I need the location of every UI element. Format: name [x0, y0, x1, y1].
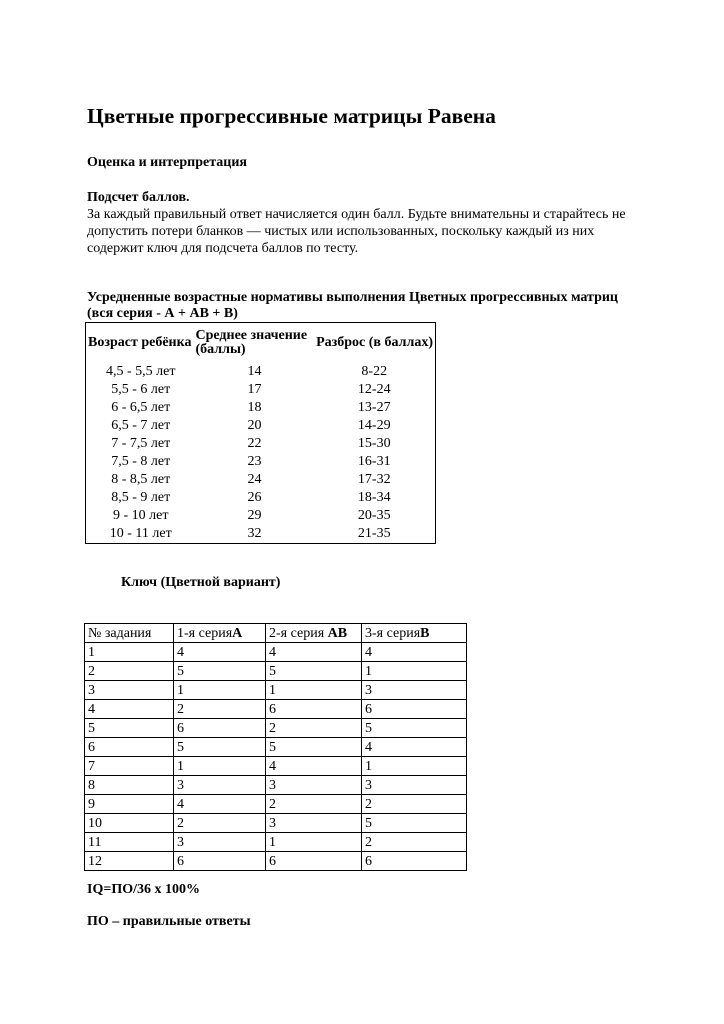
norms-row	[86, 507, 436, 525]
key-cell-answer: 2	[266, 719, 362, 738]
formula-legend: ПО – правильные ответы	[87, 914, 251, 929]
key-cell-item-number: 1	[85, 643, 174, 662]
key-cell-answer: 2	[266, 795, 362, 814]
key-header-series: АВ	[327, 625, 348, 641]
key-cell-item-number: 8	[85, 776, 174, 795]
norms-cell-mean: 14	[247, 364, 262, 379]
key-cell-answer: 3	[362, 776, 467, 795]
norms-row	[86, 381, 436, 399]
key-cell-item-number: 10	[85, 814, 174, 833]
key-cell-answer: 1	[362, 662, 467, 681]
key-row	[85, 643, 467, 662]
key-cell-answer: 3	[174, 833, 266, 852]
key-row	[85, 681, 467, 700]
norms-cell-range: 18-34	[357, 490, 391, 505]
key-cell-answer: 3	[174, 776, 266, 795]
norms-cell-range: 8-22	[361, 364, 388, 379]
answer-key-heading: Ключ (Цветной вариант)	[121, 575, 281, 590]
key-cell-answer: 5	[362, 719, 467, 738]
norms-cell-range: 12-24	[357, 382, 391, 397]
key-row	[85, 719, 467, 738]
norms-cell-range: 13-27	[357, 400, 391, 415]
key-cell-answer: 3	[362, 681, 467, 700]
norms-cell-mean: 24	[247, 472, 262, 487]
norms-cell-age: 6 - 6,5 лет	[111, 400, 171, 415]
norms-cell-age: 8,5 - 9 лет	[111, 490, 171, 505]
norms-cell-age: 7 - 7,5 лет	[111, 436, 171, 451]
key-header-cell	[266, 624, 362, 643]
key-cell-item-number: 2	[85, 662, 174, 681]
norms-body	[86, 363, 436, 544]
norms-header-row	[86, 323, 436, 364]
iq-formula: IQ=ПО/36 х 100%	[87, 882, 200, 897]
key-header-label: 3-я серия	[365, 625, 421, 641]
key-header-label: № задания	[88, 625, 152, 641]
key-cell-answer: 2	[174, 700, 266, 719]
key-cell-answer: 6	[266, 852, 362, 871]
norms-cell-mean: 20	[247, 418, 262, 433]
key-cell-answer: 6	[174, 719, 266, 738]
key-row	[85, 795, 467, 814]
key-cell-answer: 1	[266, 681, 362, 700]
norms-cell-range: 15-30	[357, 436, 391, 451]
key-header-series: А	[232, 625, 243, 641]
norms-cell-mean: 23	[247, 454, 262, 469]
key-cell-item-number: 5	[85, 719, 174, 738]
key-row	[85, 852, 467, 871]
key-cell-answer: 4	[362, 738, 467, 757]
norms-cell-age: 9 - 10 лет	[113, 508, 169, 523]
norms-row	[86, 399, 436, 417]
key-cell-answer: 2	[174, 814, 266, 833]
key-cell-answer: 2	[362, 795, 467, 814]
norms-cell-range: 14-29	[357, 418, 391, 433]
norms-cell-age: 4,5 - 5,5 лет	[106, 364, 176, 379]
norms-cell-mean: 32	[247, 526, 262, 541]
norms-cell-range: 16-31	[357, 454, 391, 469]
key-cell-answer: 6	[266, 700, 362, 719]
age-norms-table	[85, 322, 436, 544]
norms-cell-mean: 22	[247, 436, 262, 451]
norms-row	[86, 417, 436, 435]
key-cell-answer: 1	[174, 757, 266, 776]
key-row	[85, 662, 467, 681]
scoring-paragraph: За каждый правильный ответ начисляется один балл. Будьте внимательны и старайтесь не допустить потери бланков — чистых или использованных, поскольку каждый из них содержит ключ для подсчета баллов по тесту.	[87, 207, 626, 256]
norms-cell-mean: 17	[247, 382, 262, 397]
norms-row	[86, 525, 436, 544]
norms-row	[86, 471, 436, 489]
answer-key-table	[84, 623, 467, 871]
key-cell-item-number: 11	[85, 833, 174, 852]
page-title: Цветные прогрессивные матрицы Равена	[87, 104, 496, 128]
key-cell-answer: 5	[266, 662, 362, 681]
norms-row	[86, 435, 436, 453]
key-cell-item-number: 4	[85, 700, 174, 719]
key-row	[85, 700, 467, 719]
key-cell-answer: 5	[362, 814, 467, 833]
key-header-cell	[85, 624, 174, 643]
scoring-heading: Подсчет баллов.	[87, 190, 190, 205]
key-cell-item-number: 9	[85, 795, 174, 814]
key-cell-answer: 1	[174, 681, 266, 700]
norms-header-age: Возраст ребёнка	[88, 335, 192, 350]
norms-cell-mean: 29	[247, 508, 262, 523]
key-cell-answer: 6	[362, 700, 467, 719]
key-cell-item-number: 6	[85, 738, 174, 757]
norms-cell-age: 7,5 - 8 лет	[111, 454, 171, 469]
key-cell-answer: 4	[174, 795, 266, 814]
section-heading-evaluation: Оценка и интерпретация	[87, 155, 247, 170]
norms-cell-age: 5,5 - 6 лет	[111, 382, 171, 397]
key-cell-answer: 3	[266, 776, 362, 795]
key-header-cell	[174, 624, 266, 643]
key-header-cell	[362, 624, 467, 643]
key-row	[85, 833, 467, 852]
norms-cell-mean: 26	[247, 490, 262, 505]
key-header-series: В	[420, 625, 430, 641]
key-cell-answer: 4	[362, 643, 467, 662]
norms-row	[86, 489, 436, 507]
key-header-label: 1-я серия	[177, 625, 233, 641]
key-cell-answer: 6	[362, 852, 467, 871]
key-cell-answer: 1	[266, 833, 362, 852]
norms-cell-age: 6,5 - 7 лет	[111, 418, 171, 433]
norms-header-mean: Среднее значение (баллы)	[195, 328, 308, 357]
key-cell-item-number: 12	[85, 852, 174, 871]
key-cell-answer: 5	[266, 738, 362, 757]
key-cell-item-number: 3	[85, 681, 174, 700]
key-cell-answer: 4	[174, 643, 266, 662]
key-row	[85, 776, 467, 795]
norms-cell-range: 21-35	[357, 526, 391, 541]
key-cell-answer: 4	[266, 643, 362, 662]
key-cell-answer: 5	[174, 738, 266, 757]
norms-cell-age: 10 - 11 лет	[109, 526, 172, 541]
key-cell-answer: 5	[174, 662, 266, 681]
key-cell-answer: 3	[266, 814, 362, 833]
norms-cell-range: 20-35	[357, 508, 391, 523]
key-row	[85, 738, 467, 757]
key-header-row	[85, 624, 467, 643]
norms-row	[86, 363, 436, 381]
key-cell-answer: 6	[174, 852, 266, 871]
key-header-label: 2-я серия	[269, 625, 328, 641]
key-row	[85, 757, 467, 776]
norms-cell-age: 8 - 8,5 лет	[111, 472, 171, 487]
norms-cell-mean: 18	[247, 400, 262, 415]
norms-header-range: Разброс (в баллах)	[316, 335, 433, 350]
norms-row	[86, 453, 436, 471]
key-cell-item-number: 7	[85, 757, 174, 776]
key-cell-answer: 1	[362, 757, 467, 776]
key-cell-answer: 4	[266, 757, 362, 776]
key-cell-answer: 2	[362, 833, 467, 852]
norms-table-heading: Усредненные возрастные нормативы выполнения Цветных прогрессивных матриц (вся серия - А + АВ + В)	[87, 290, 618, 321]
key-row	[85, 814, 467, 833]
norms-cell-range: 17-32	[357, 472, 391, 487]
key-body	[85, 643, 467, 871]
